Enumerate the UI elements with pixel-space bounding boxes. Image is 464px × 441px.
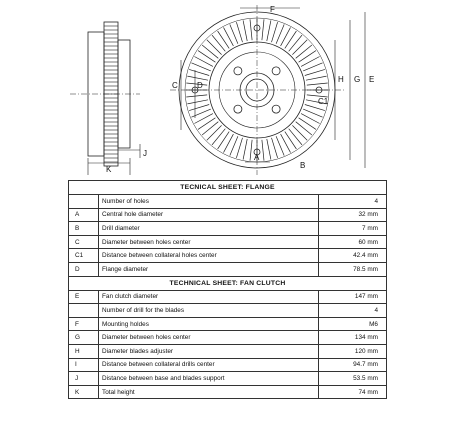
flange-hole: [234, 105, 242, 113]
cooling-fin: [202, 45, 218, 58]
row-value: 74 mm: [319, 385, 387, 399]
row-value: 7 mm: [319, 222, 387, 236]
flange-section: [69, 181, 387, 277]
cooling-fin: [272, 22, 278, 42]
technical-drawing: [0, 0, 464, 178]
row-value: 120 mm: [319, 344, 387, 358]
label-G: G: [354, 75, 361, 84]
row-description: Number of holes: [99, 195, 319, 209]
flange-hole: [272, 67, 280, 75]
label-C1: C1: [318, 97, 329, 106]
cooling-fin: [186, 95, 207, 97]
technical-sheet-table: [68, 180, 387, 399]
fan-clutch-section: [69, 276, 387, 399]
row-description: Diameter between holes center: [99, 331, 319, 345]
row-code: G: [69, 331, 99, 345]
row-description: Fan clutch diameter: [99, 290, 319, 304]
cooling-fin: [305, 69, 325, 75]
cooling-fin: [296, 45, 312, 58]
row-code: [69, 195, 99, 209]
table-row: [69, 195, 387, 209]
cooling-fin: [250, 140, 252, 161]
row-description: Total height: [99, 385, 319, 399]
row-description: Diameter blades adjuster: [99, 344, 319, 358]
table-row: [69, 222, 387, 236]
cooling-fin: [218, 31, 230, 48]
fan-clutch-title: TECHNICAL SHEET: FAN CLUTCH: [69, 276, 387, 290]
cooling-fin: [262, 140, 264, 161]
cooling-fin: [289, 129, 302, 145]
cooling-fin: [272, 138, 278, 158]
row-code: H: [69, 344, 99, 358]
cooling-fin: [267, 139, 271, 160]
cooling-fin: [198, 51, 215, 63]
row-code: E: [69, 290, 99, 304]
cooling-fin: [267, 20, 271, 41]
cooling-fin: [292, 125, 307, 140]
table-row: [69, 385, 387, 399]
row-code: C: [69, 235, 99, 249]
row-code: C1: [69, 249, 99, 263]
row-value: 4: [319, 304, 387, 318]
row-description: Flange diameter: [99, 262, 319, 276]
cooling-fin: [289, 35, 302, 51]
table-row: [69, 317, 387, 331]
cooling-fin: [207, 40, 222, 55]
row-value: 4: [319, 195, 387, 209]
cooling-fin: [212, 129, 225, 145]
table-row: [69, 262, 387, 276]
row-value: 42.4 mm: [319, 249, 387, 263]
label-B: B: [300, 161, 306, 170]
flange-hole: [234, 67, 242, 75]
cooling-fin: [250, 19, 252, 40]
row-code: [69, 304, 99, 318]
cooling-fin: [202, 122, 218, 135]
table-row: [69, 235, 387, 249]
label-C: C: [172, 81, 178, 90]
cooling-fin: [243, 20, 247, 41]
label-H: H: [338, 75, 344, 84]
side-view-ribs: [104, 26, 118, 162]
row-description: Distance between base and blades support: [99, 372, 319, 386]
flange-title: TECNICAL SHEET: FLANGE: [69, 181, 387, 195]
row-description: Distance between collateral drills center: [99, 358, 319, 372]
row-value: 32 mm: [319, 208, 387, 222]
row-value: 147 mm: [319, 290, 387, 304]
side-view: [70, 22, 140, 166]
row-description: Drill diameter: [99, 222, 319, 236]
row-code: K: [69, 385, 99, 399]
cooling-fin: [207, 125, 222, 140]
row-code: J: [69, 372, 99, 386]
row-description: Diameter between holes center: [99, 235, 319, 249]
cooling-fin: [307, 83, 328, 85]
row-value: 94.7 mm: [319, 358, 387, 372]
table-row: [69, 304, 387, 318]
row-code: D: [69, 262, 99, 276]
cooling-fin: [243, 139, 247, 160]
table-row: [69, 372, 387, 386]
table-row: [69, 249, 387, 263]
cooling-fin: [299, 118, 316, 130]
table-row: [69, 344, 387, 358]
cooling-fin: [198, 118, 215, 130]
row-description: Number of drill for the blades: [99, 304, 319, 318]
row-code: B: [69, 222, 99, 236]
row-code: I: [69, 358, 99, 372]
cooling-fin: [296, 122, 312, 135]
table-row: [69, 331, 387, 345]
row-description: Central hole diameter: [99, 208, 319, 222]
row-code: F: [69, 317, 99, 331]
row-description: Mounting holdes: [99, 317, 319, 331]
cooling-fin: [218, 132, 230, 149]
cooling-fin: [187, 100, 208, 104]
cooling-fin: [306, 76, 327, 80]
row-value: 60 mm: [319, 235, 387, 249]
table-row: [69, 358, 387, 372]
row-value: 134 mm: [319, 331, 387, 345]
label-D: D: [197, 81, 203, 90]
table-row: [69, 208, 387, 222]
cooling-fin: [292, 40, 307, 55]
flange-hole: [272, 105, 280, 113]
cooling-fin: [285, 31, 297, 48]
label-E: E: [369, 75, 375, 84]
cooling-fin: [262, 19, 264, 40]
label-J: J: [143, 149, 147, 158]
table-row: [69, 290, 387, 304]
row-value: 78.5 mm: [319, 262, 387, 276]
row-value: M6: [319, 317, 387, 331]
cooling-fin: [189, 105, 209, 111]
cooling-fin: [236, 22, 242, 42]
cooling-fin: [299, 51, 316, 63]
row-description: Distance between collateral holes center: [99, 249, 319, 263]
front-view: [170, 5, 345, 175]
label-K: K: [106, 165, 112, 174]
cooling-fin: [189, 69, 209, 75]
row-code: A: [69, 208, 99, 222]
cooling-fin: [212, 35, 225, 51]
label-A: A: [254, 153, 260, 162]
row-value: 53.5 mm: [319, 372, 387, 386]
cooling-fin: [236, 138, 242, 158]
cooling-fin: [285, 132, 297, 149]
label-F: F: [270, 5, 275, 14]
cooling-fin: [187, 76, 208, 80]
